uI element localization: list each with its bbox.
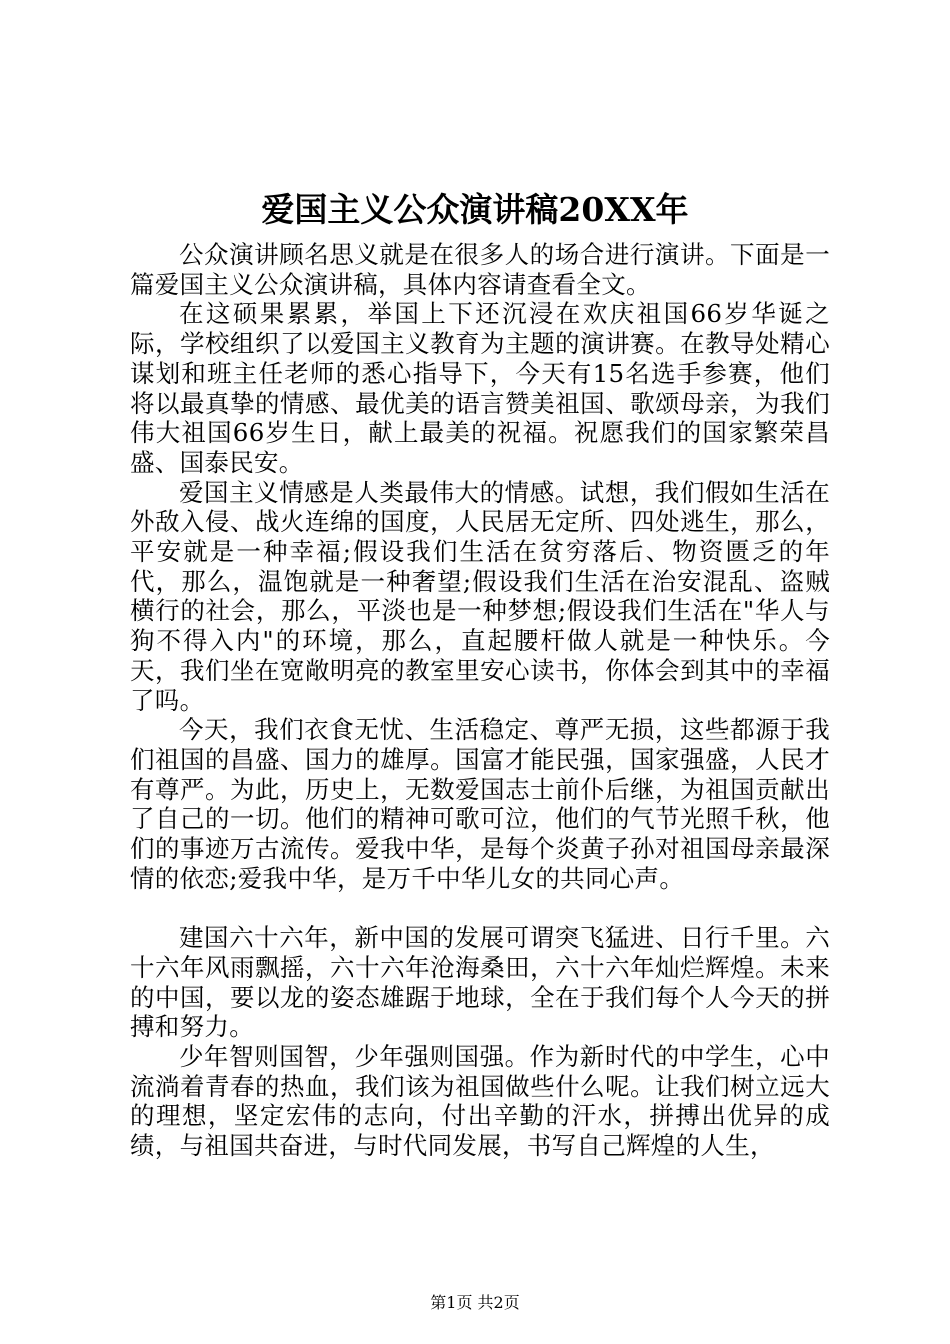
document-body bbox=[130, 240, 830, 1161]
paragraph: 在这硕果累累，举国上下还沉浸在欢庆祖国66岁华诞之际，学校组织了以爱国主义教育为主题的演讲赛。在教导处精心谋划和班主任老师的悉心指导下，今天有15名选手参赛，他们将以最真挚的情感、最优美的语言赞美祖国、歌颂母亲，为我们伟大祖国66岁生日，献上最美的祝福。祝愿我们的国家繁荣昌盛、国泰民安。 bbox=[130, 299, 830, 477]
document-title: 爱国主义公众演讲稿20XX年 bbox=[261, 190, 689, 229]
page-footer: 第1页 共2页 bbox=[430, 1293, 520, 1312]
paragraph: 少年智则国智，少年强则国强。作为新时代的中学生，心中流淌着青春的热血，我们该为祖国做些什么呢。让我们树立远大的理想，坚定宏伟的志向，付出辛勤的汗水，拼搏出优异的成绩，与祖国共奋进，与时代同发展，书写自己辉煌的人生， bbox=[130, 1041, 830, 1161]
paragraph: 建国六十六年，新中国的发展可谓突飞猛进、日行千里。六十六年风雨飘摇，六十六年沧海桑田，六十六年灿烂辉煌。未来的中国，要以龙的姿态雄踞于地球，全在于我们每个人今天的拼搏和努力。 bbox=[130, 923, 830, 1042]
paragraph: 公众演讲顾名思义就是在很多人的场合进行演讲。下面是一篇爱国主义公众演讲稿，具体内容请查看全文。 bbox=[130, 240, 830, 299]
paragraph: 今天，我们衣食无忧、生活稳定、尊严无损，这些都源于我们祖国的昌盛、国力的雄厚。国富才能民强，国家强盛，人民才有尊严。为此，历史上，无数爱国志士前仆后继，为祖国贡献出了自己的一切。他们的精神可歌可泣，他们的气节光照千秋，他们的事迹万古流传。爱我中华，是每个炎黄子孙对祖国母亲最深情的依恋;爱我中华，是万千中华儿女的共同心声。 bbox=[130, 715, 830, 893]
paragraph: 爱国主义情感是人类最伟大的情感。试想，我们假如生活在外敌入侵、战火连绵的国度，人民居无定所、四处逃生，那么，平安就是一种幸福;假设我们生活在贫穷落后、物资匮乏的年代，那么，温饱就是一种奢望;假设我们生活在治安混乱、盗贼横行的社会，那么，平淡也是一种梦想;假设我们生活在"华人与狗不得入内"的环境，那么，直起腰杆做人就是一种快乐。今天，我们坐在宽敞明亮的教室里安心读书，你体会到其中的幸福了吗。 bbox=[130, 477, 830, 715]
